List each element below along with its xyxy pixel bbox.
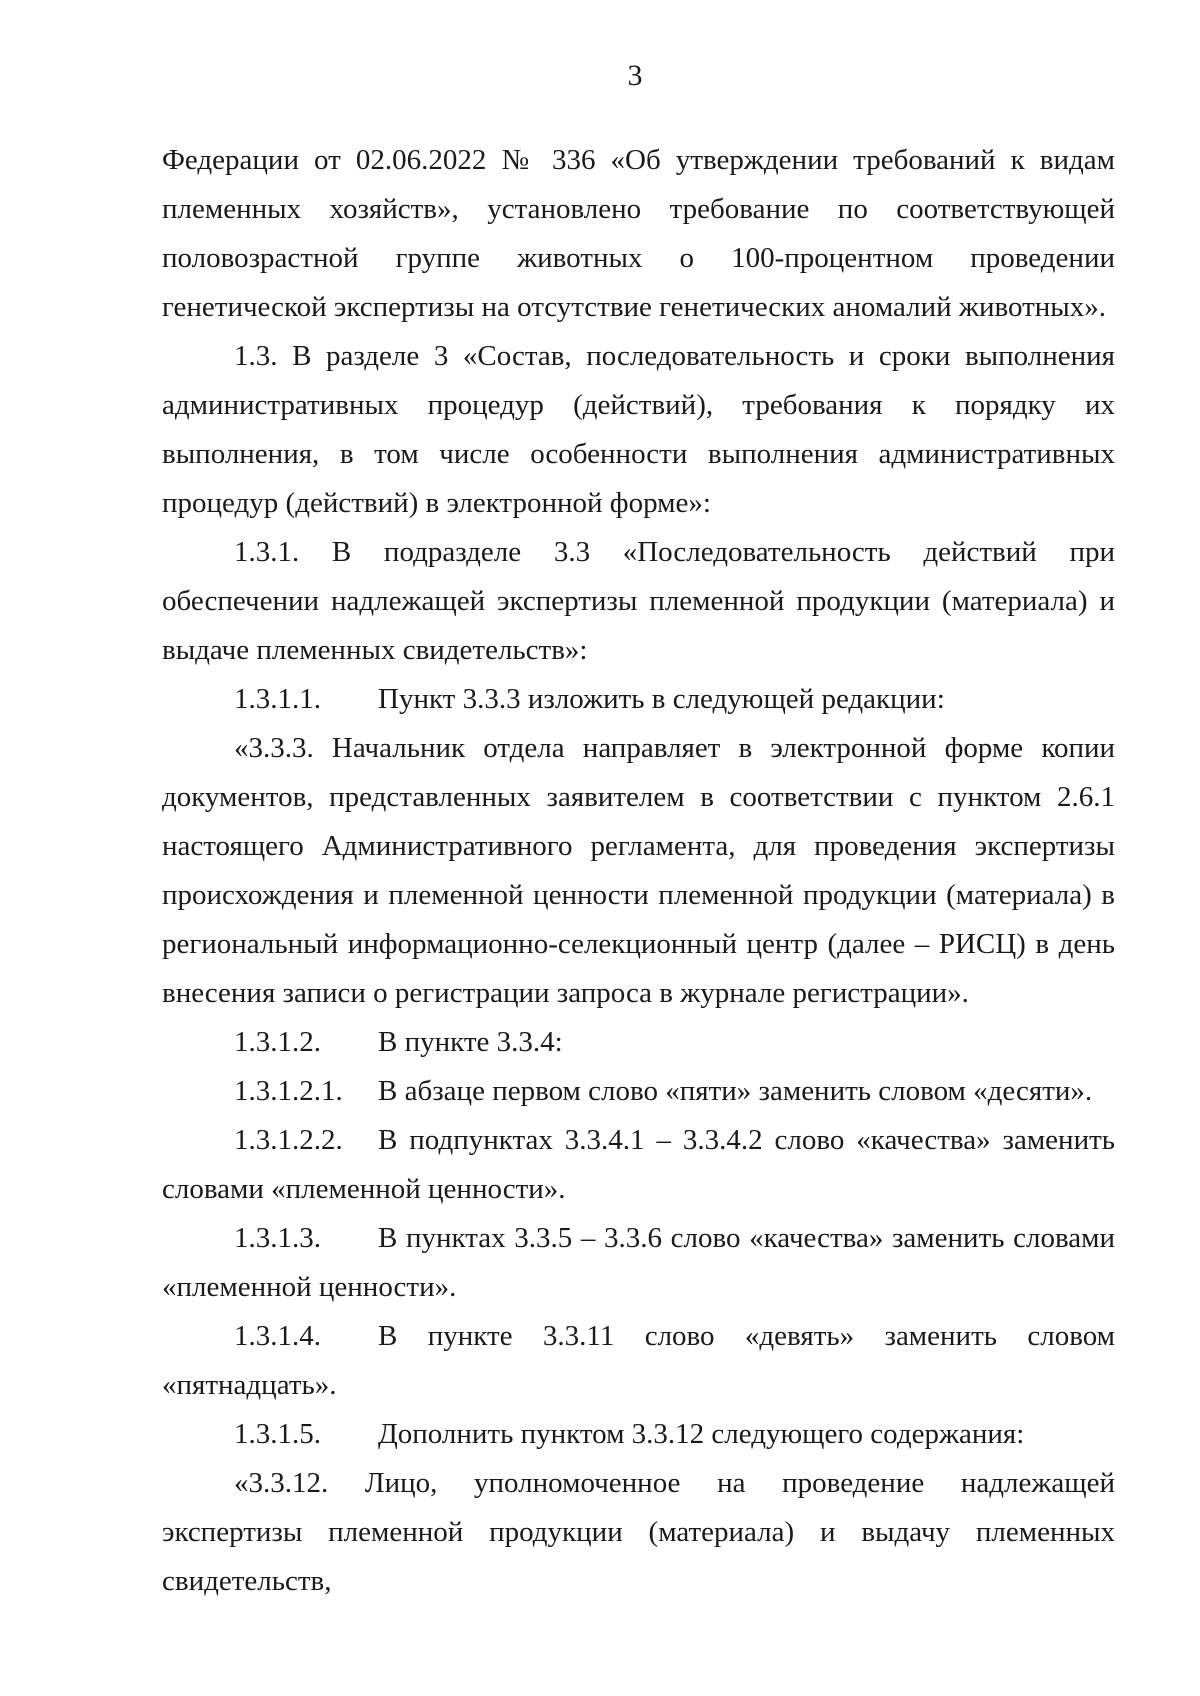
item-1-3-1-1: [162, 675, 1115, 724]
paragraph-new-3-3-3: «3.3.3. Начальник отдела направляет в электронной форме копии документов, представленных заявителем в соответствии с пунктом 2.6.1 настоящего Административного регламента, для проведения экспертизы происхождения и племенной ценности племенной продукции (материала) в региональный информационно-селекционный центр (далее – РИСЦ) в день внесения записи о регистрации запроса в журнале регистрации».: [162, 732, 1115, 1009]
item-1-3-1-2-2: [162, 1116, 1115, 1165]
item-1-3-1-3: [162, 1214, 1115, 1263]
item-number: 1.3.1.2.1.: [234, 1075, 343, 1107]
item-number: 1.3.1.4.: [234, 1320, 321, 1352]
item-continuation: «пятнадцать».: [162, 1369, 337, 1401]
item-text: Дополнить пунктом 3.3.12 следующего содержания:: [378, 1418, 1025, 1450]
item-continuation: «племенной ценности».: [162, 1271, 457, 1303]
paragraph-section-1-3: 1.3. В разделе 3 «Состав, последовательность и сроки выполнения административных процедур (действий), требования к порядку их выполнения, в том числе особенности выполнения административных процедур (действий) в электронной форме»:: [162, 340, 1115, 519]
item-text: В пункте 3.3.4:: [378, 1026, 563, 1058]
item-1-3-1-2: [162, 1018, 1115, 1067]
document-body: [162, 136, 1115, 1606]
page-number: 3: [627, 59, 643, 92]
item-number: 1.3.1.3.: [234, 1222, 321, 1254]
item-text: В абзаце первом слово «пяти» заменить словом «десяти».: [378, 1075, 1093, 1107]
paragraph-subsection-1-3-1: 1.3.1. В подразделе 3.3 «Последовательность действий при обеспечении надлежащей экспертизы племенной продукции (материала) и выдаче племенных свидетельств»:: [162, 536, 1115, 666]
item-text: В подпунктах 3.3.4.1 – 3.3.4.2 слово «качества» заменить: [378, 1124, 1115, 1156]
item-text: В пункте 3.3.11 слово «девять» заменить словом: [378, 1320, 1115, 1352]
item-1-3-1-5: [162, 1410, 1115, 1459]
item-number: 1.3.1.2.: [234, 1026, 321, 1058]
item-1-3-1-4: [162, 1312, 1115, 1361]
item-number: 1.3.1.1.: [234, 683, 321, 715]
item-number: 1.3.1.5.: [234, 1418, 321, 1450]
paragraph-new-3-3-12: «3.3.12. Лицо, уполномоченное на проведение надлежащей экспертизы племенной продукции (материала) и выдачу племенных свидетельств,: [162, 1467, 1115, 1597]
item-1-3-1-2-1: [162, 1067, 1115, 1116]
item-number: 1.3.1.2.2.: [234, 1124, 343, 1156]
item-text: Пункт 3.3.3 изложить в следующей редакции:: [378, 683, 945, 715]
paragraph-continuation: Федерации от 02.06.2022 № 336 «Об утверждении требований к видам племенных хозяйств», установлено требование по соответствующей половозрастной группе животных о 100-процентном проведении генетической экспертизы на отсутствие генетических аномалий животных».: [162, 144, 1115, 323]
item-continuation: словами «племенной ценности».: [162, 1173, 566, 1205]
item-text: В пунктах 3.3.5 – 3.3.6 слово «качества» заменить словами: [378, 1222, 1115, 1254]
